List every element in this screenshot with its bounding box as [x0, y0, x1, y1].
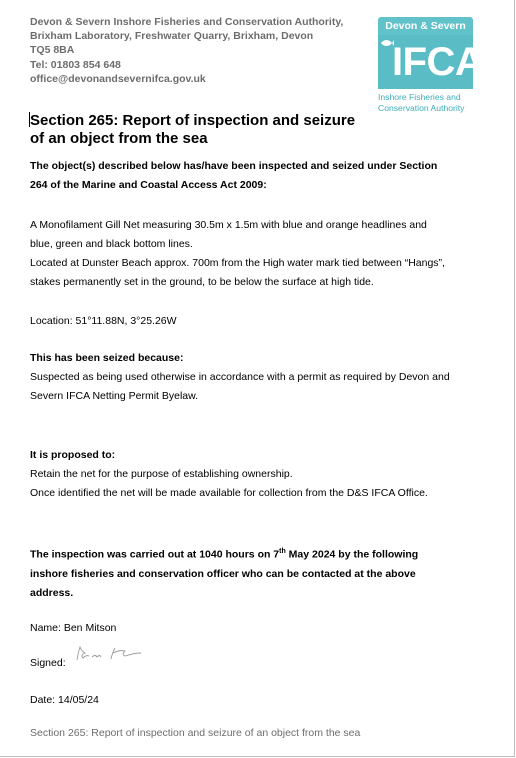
officer-name — [30, 619, 490, 638]
logo-banner: Devon & Severn — [378, 17, 473, 35]
org-name: Devon & Severn Inshore Fisheries and Conservation Authority, — [30, 16, 344, 28]
page-footer: Section 265: Report of inspection and seizure of an object from the sea — [30, 727, 361, 739]
title-line-1: Section 265: Report of inspection and seizure — [30, 112, 356, 129]
inspection-line-3: address. — [30, 586, 74, 599]
org-telephone: Tel: 01803 854 648 — [30, 58, 121, 71]
reason-line-1: Suspected as being used otherwise in accordance with a permit as required by Devon and — [30, 371, 450, 383]
title-line-2: of an object from the sea — [30, 129, 208, 147]
logo-tagline-2: Conservation Authority — [378, 102, 465, 113]
inspection-line-2: inshore fisheries and conservation officer who can be contacted at the above — [30, 567, 416, 580]
location-line — [30, 312, 490, 331]
logo-tagline-1: Inshore Fisheries and — [378, 92, 461, 102]
org-email: office@devonandsevernifca.gov.uk — [30, 72, 206, 85]
handwritten-signature — [75, 644, 145, 664]
inspection-line-1: The inspection was carried out at 1040 hours on 7th May 2024 by the following — [30, 548, 419, 561]
intro-paragraph — [30, 157, 490, 195]
reason-heading: This has been seized because: — [30, 352, 184, 364]
officer-name-text: Name: Ben Mitson — [30, 622, 117, 634]
report-date-text: Date: 14/05/24 — [30, 694, 99, 706]
signed-label: Signed: — [30, 657, 66, 669]
seizure-reason — [30, 349, 490, 406]
intro-line-2: 264 of the Marine and Coastal Access Act 2009: — [30, 179, 267, 191]
object-description — [30, 216, 490, 292]
description-line-2: blue, green and black bottom lines. — [30, 238, 193, 250]
letterhead-address — [30, 15, 360, 86]
reason-line-2: Severn IFCA Netting Permit Byelaw. — [30, 390, 199, 402]
proposal-line-1: Retain the net for the purpose of establishing ownership. — [30, 468, 293, 480]
logo-mark — [378, 35, 484, 89]
description-line-1: A Monofilament Gill Net measuring 30.5m x 1.5m with blue and orange headlines and — [30, 219, 427, 231]
page-title — [30, 112, 390, 147]
description-line-4: stakes permanently set in the ground, to be below the surface at high tide. — [30, 276, 374, 288]
proposal-line-2: Once identified the net will be made available for collection from the D&S IFCA Office. — [30, 487, 428, 499]
inspection-statement — [30, 542, 490, 603]
report-date — [30, 691, 490, 710]
description-line-3: Located at Dunster Beach approx. 700m from the High water mark tied between “Hangs”, — [30, 257, 445, 269]
location-text: Location: 51°11.88N, 3°25.26W — [30, 315, 177, 327]
intro-line-1: The object(s) described below has/have been inspected and seized under Section — [30, 160, 438, 172]
ifca-logo — [378, 17, 484, 113]
logo-letters: IFCA — [392, 40, 484, 84]
org-address: Brixham Laboratory, Freshwater Quarry, Brixham, Devon — [30, 30, 314, 43]
proposal-section — [30, 446, 490, 503]
proposal-heading: It is proposed to: — [30, 449, 116, 461]
org-postcode: TQ5 8BA — [30, 44, 75, 57]
